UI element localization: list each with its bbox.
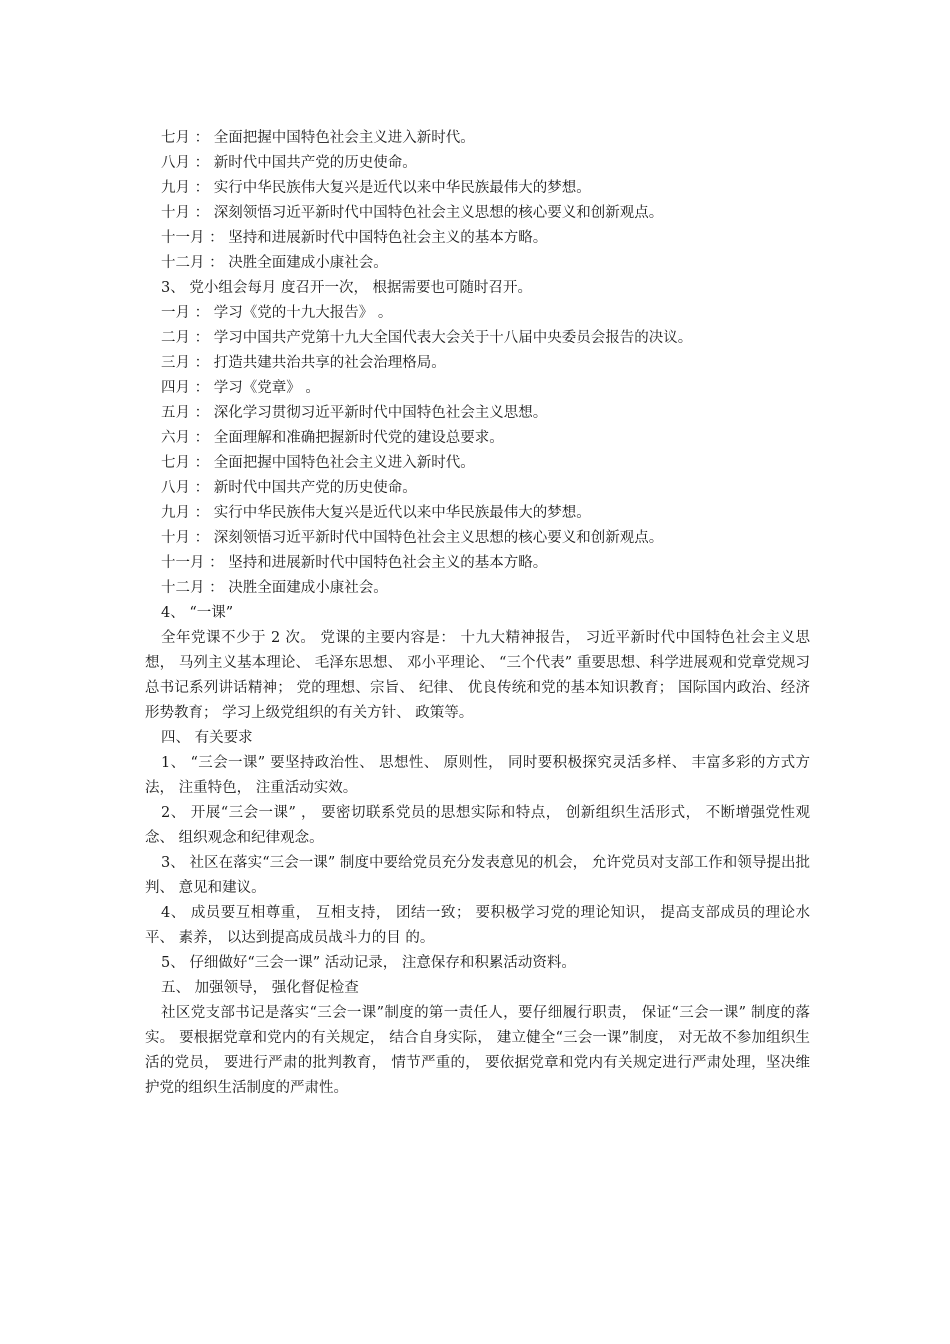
requirement-3: 3、 社区在落实“三会一课” 制度中要给党员充分发表意见的机会， 允许党员对支部工作和领导提出批判、 意见和建议。 xyxy=(145,855,810,896)
group-line-may: 五月 ： 深化学习贯彻习近平新时代中国特色社会主义思想。 xyxy=(161,405,548,421)
group-line-october: 十月 ： 深刻领悟习近平新时代中国特色社会主义思想的核心要义和创新观点。 xyxy=(161,530,664,546)
schedule-line-august: 八月 ： 新时代中国共产党的历史使命。 xyxy=(161,155,417,171)
schedule-line-july: 七月 ： 全面把握中国特色社会主义进入新时代。 xyxy=(161,130,475,146)
group-line-december: 十二月 ： 决胜全面建成小康社会。 xyxy=(161,580,388,596)
requirement-2: 2、 开展“三会一课” ， 要密切联系党员的思想实际和特点， 创新组织生活形式， 不断增强党性观念、 组织观念和纪律观念。 xyxy=(145,805,810,846)
lesson-heading: 4、 “一课” xyxy=(161,605,234,621)
schedule-line-december: 十二月 ： 决胜全面建成小康社会。 xyxy=(161,255,388,271)
requirement-1: 1、 “三会一课” 要坚持政治性、 思想性、 原则性， 同时要积极探究灵活多样、 丰富多彩的方式方法， 注重特色， 注重活动实效。 xyxy=(145,755,810,796)
group-line-january: 一月 ： 学习《党的十九大报告》 。 xyxy=(161,305,393,321)
leadership-heading: 五、 加强领导， 强化督促检查 xyxy=(161,980,359,996)
lesson-paragraph: 全年党课不少于 2 次。 党课的主要内容是： 十九大精神报告， 习近平新时代中国特色社会主义思想， 马列主义基本理论、 毛泽东思想、 邓小平理论、 “三个代表” 重要思想、科学进展观和党章党规习 总书记系列讲话精神； 党的理想、宗旨、 纪律、 优良传统和党的基本知识教育； 国际国内政治、经济形势教育； 学习上级党组织的有关方针、 政策等。 xyxy=(145,630,810,721)
schedule-line-september: 九月 ： 实行中华民族伟大复兴是近代以来中华民族最伟大的梦想。 xyxy=(161,180,591,196)
group-line-july: 七月 ： 全面把握中国特色社会主义进入新时代。 xyxy=(161,455,475,471)
group-line-march: 三月 ： 打造共建共治共享的社会治理格局。 xyxy=(161,355,446,371)
group-line-february: 二月 ： 学习中国共产党第十九大全国代表大会关于十八届中央委员会报告的决议。 xyxy=(161,330,693,346)
group-meeting-heading: 3、 党小组会每月 度召开一次， 根据需要也可随时召开。 xyxy=(161,280,533,296)
group-line-june: 六月 ： 全面理解和准确把握新时代党的建设总要求。 xyxy=(161,430,504,446)
group-line-september: 九月 ： 实行中华民族伟大复兴是近代以来中华民族最伟大的梦想。 xyxy=(161,505,591,521)
requirements-heading: 四、 有关要求 xyxy=(161,730,253,746)
document-body xyxy=(145,126,810,1101)
group-line-august: 八月 ： 新时代中国共产党的历史使命。 xyxy=(161,480,417,496)
group-line-november: 十一月 ： 坚持和进展新时代中国特色社会主义的基本方略。 xyxy=(161,555,548,571)
schedule-line-november: 十一月 ： 坚持和进展新时代中国特色社会主义的基本方略。 xyxy=(161,230,548,246)
requirement-5: 5、 仔细做好“三会一课” 活动记录， 注意保存和积累活动资料。 xyxy=(161,955,576,971)
schedule-line-october: 十月 ： 深刻领悟习近平新时代中国特色社会主义思想的核心要义和创新观点。 xyxy=(161,205,664,221)
requirement-4: 4、 成员要互相尊重， 互相支持， 团结一致； 要积极学习党的理论知识， 提高支部成员的理论水平、 素养， 以达到提高成员战斗力的目 的。 xyxy=(145,905,810,946)
leadership-paragraph: 社区党支部书记是落实“三会一课”制度的第一责任人，要仔细履行职责， 保证“三会一课” 制度的落实。 要根据党章和党内的有关规定， 结合自身实际， 建立健全“三会一课”制度， 对无故不参加组织生活的党员， 要进行严肃的批判教育， 情节严重的， 要依据党章和党内有关规定进行严肃处理，坚决维护党的组织生活制度的严肃性。 xyxy=(145,1005,810,1096)
group-line-april: 四月 ： 学习《党章》 。 xyxy=(161,380,320,396)
